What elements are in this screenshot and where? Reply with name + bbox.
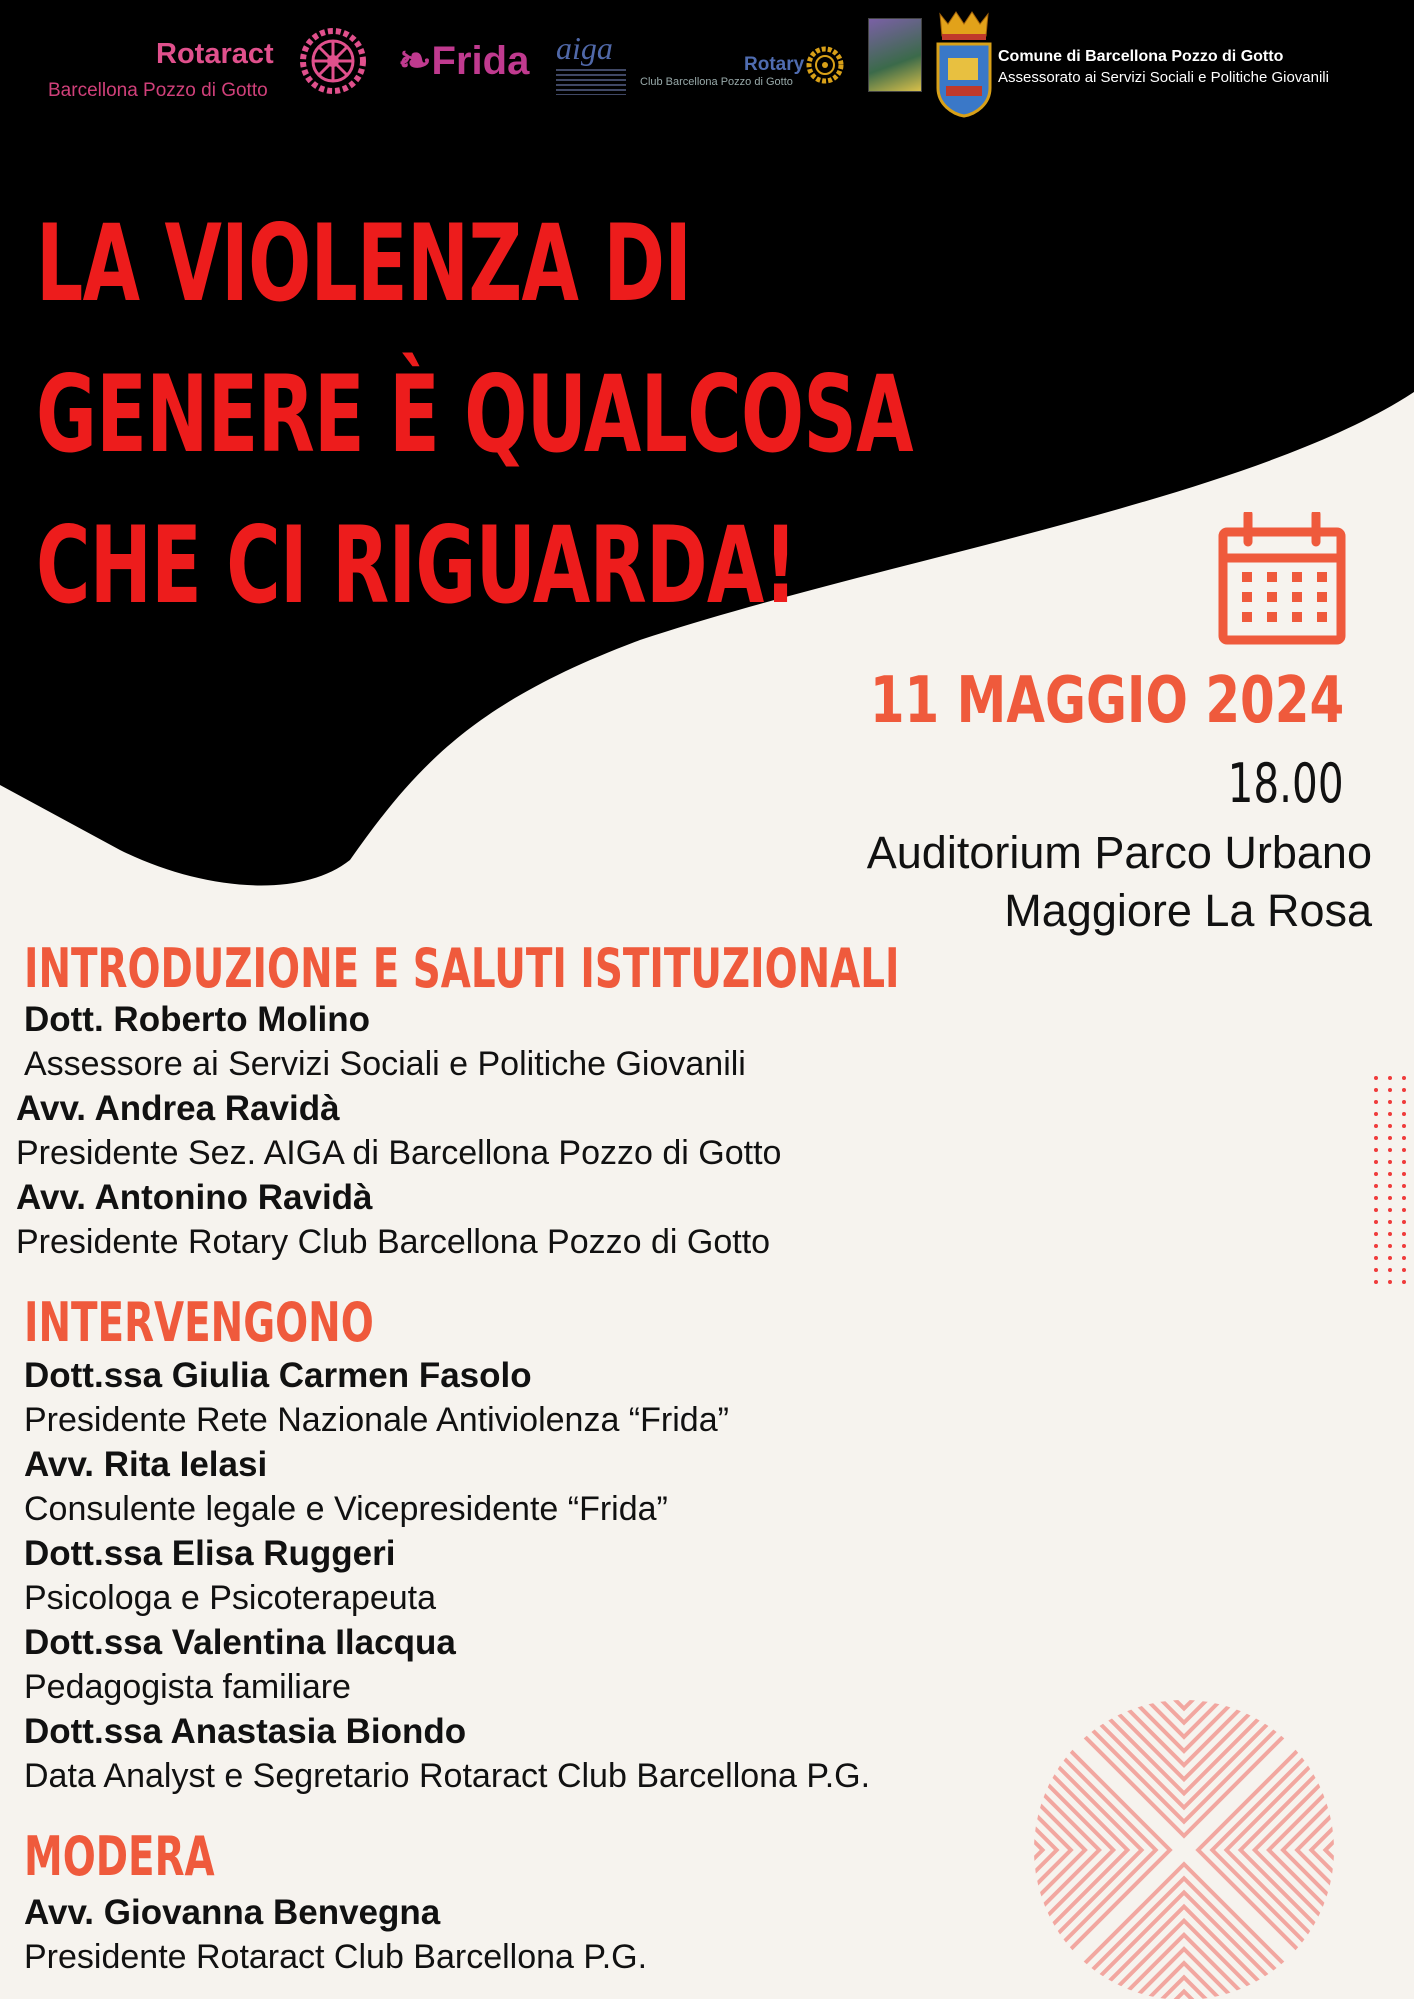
aiga-logo-smallprint xyxy=(556,69,626,95)
speaker-name: Dott.ssa Giulia Carmen Fasolo xyxy=(24,1356,532,1395)
aiga-logo-title: aiga xyxy=(556,30,613,66)
event-venue xyxy=(867,824,1372,940)
speaker-role: Presidente Sez. AIGA di Barcellona Pozzo di Gotto xyxy=(16,1134,782,1172)
section-title-speakers: INTERVENGONO xyxy=(24,1291,374,1354)
comune-header xyxy=(998,48,1329,86)
speaker-name: Dott.ssa Elisa Ruggeri xyxy=(24,1534,396,1573)
rotary-wheel-icon xyxy=(806,46,844,84)
venue-line: Auditorium Parco Urbano xyxy=(866,827,1372,878)
speaker-name: Dott. Roberto Molino xyxy=(24,1000,371,1039)
rotaract-logo-title: Rotaract xyxy=(156,38,274,70)
speaker-name: Avv. Giovanna Benvegna xyxy=(24,1893,441,1932)
frida-logo xyxy=(398,38,529,84)
speaker-entry xyxy=(24,1621,456,1709)
section-title-moderator: MODERA xyxy=(24,1825,215,1888)
speaker-name: Dott.ssa Anastasia Biondo xyxy=(24,1712,467,1751)
speaker-role: Assessore ai Servizi Sociali e Politiche Giovanili xyxy=(24,1045,746,1083)
speaker-entry xyxy=(16,1176,770,1264)
sponsor-logos-bar xyxy=(0,0,1414,120)
comune-name: Comune di Barcellona Pozzo di Gotto xyxy=(998,48,1284,65)
speaker-role: Presidente Rotary Club Barcellona Pozzo di Gotto xyxy=(16,1223,771,1261)
speaker-entry xyxy=(24,1532,436,1620)
decorative-dots xyxy=(1374,1076,1414,1286)
rotaract-wheel-icon xyxy=(300,28,366,94)
speaker-role: Presidente Rotaract Club Barcellona P.G. xyxy=(24,1938,648,1976)
headline-line: CHE CI RIGUARDA! xyxy=(36,504,797,627)
speaker-role: Consulente legale e Vicepresidente “Frida” xyxy=(24,1490,668,1528)
venue-line: Maggiore La Rosa xyxy=(1004,885,1372,936)
calendar-icon xyxy=(1218,512,1346,646)
frida-logo-title: Frida xyxy=(431,39,530,83)
rotary-logo-subtitle: Club Barcellona Pozzo di Gotto xyxy=(640,76,793,88)
speaker-entry xyxy=(24,998,746,1086)
speaker-name: Avv. Rita Ielasi xyxy=(24,1445,268,1484)
speaker-role: Psicologa e Psicoterapeuta xyxy=(24,1579,437,1617)
speaker-entry xyxy=(24,1710,870,1798)
headline xyxy=(36,188,913,641)
speaker-name: Avv. Andrea Ravidà xyxy=(16,1089,340,1128)
aiga-logo xyxy=(556,30,626,95)
speaker-role: Data Analyst e Segretario Rotaract Club Barcellona P.G. xyxy=(24,1757,871,1795)
speaker-name: Dott.ssa Valentina Ilacqua xyxy=(24,1623,456,1662)
speaker-entry xyxy=(24,1354,729,1442)
speaker-name: Avv. Antonino Ravidà xyxy=(16,1178,373,1217)
speaker-role: Presidente Rete Nazionale Antiviolenza “Frida” xyxy=(24,1401,729,1439)
frida-feather-icon: ❧ xyxy=(398,39,432,83)
speaker-role: Pedagogista familiare xyxy=(24,1668,351,1706)
speaker-entry xyxy=(24,1891,647,1979)
section-title-intro: INTRODUZIONE E SALUTI ISTITUZIONALI xyxy=(24,937,900,1000)
speaker-entry xyxy=(16,1087,781,1175)
municipal-crest-icon xyxy=(936,8,992,118)
event-time: 18.00 xyxy=(1228,752,1344,815)
rotary-logo-title: Rotary xyxy=(744,54,805,75)
headline-line: LA VIOLENZA DI xyxy=(36,202,692,325)
event-date: 11 MAGGIO 2024 xyxy=(869,664,1344,738)
club-emblem-card xyxy=(868,18,922,92)
decorative-chevron-pattern xyxy=(1028,1700,1340,1999)
headline-line: GENERE È QUALCOSA xyxy=(36,353,913,476)
comune-office: Assessorato ai Servizi Sociali e Politiche Giovanili xyxy=(998,69,1329,86)
rotaract-logo-subtitle: Barcellona Pozzo di Gotto xyxy=(48,80,268,101)
speaker-entry xyxy=(24,1443,668,1531)
